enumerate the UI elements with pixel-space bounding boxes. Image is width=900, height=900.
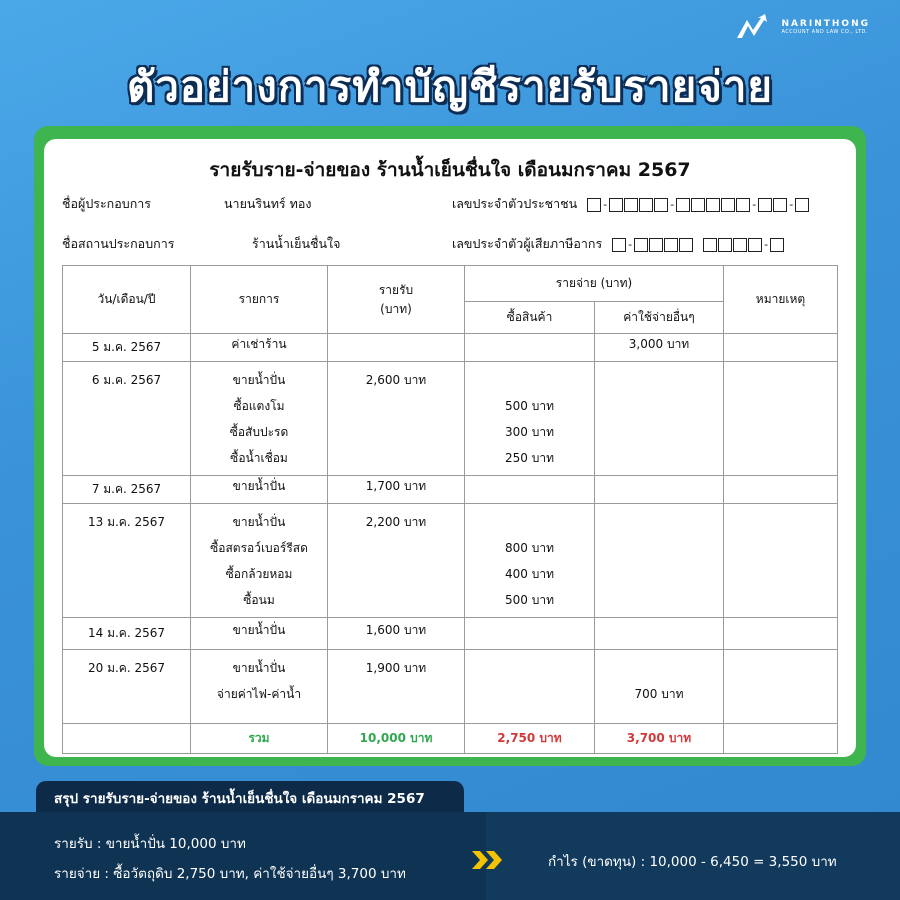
cell-line <box>599 539 719 565</box>
tax-id-boxes: - - <box>612 238 784 252</box>
cell-line: 1,600 บาท <box>365 622 427 637</box>
cell-line <box>332 423 460 449</box>
cell-line <box>599 513 719 539</box>
cell-item <box>191 504 328 618</box>
cell-goods <box>465 504 595 618</box>
cell-date: 5 ม.ค. 2567 <box>63 334 191 362</box>
header-goods: ซื้อสินค้า <box>465 302 595 334</box>
cell-line: ค่าเช่าร้าน <box>231 336 287 351</box>
cell-note <box>724 504 838 618</box>
total-label: รวม <box>191 724 328 754</box>
cell-income <box>328 334 465 362</box>
cell-line <box>469 477 590 503</box>
company-logo <box>735 14 870 40</box>
cell-line: ซื้อแตงโม <box>233 399 285 413</box>
total-other: 3,700 บาท <box>595 724 724 754</box>
citizen-id-boxes: - - - - <box>587 198 809 212</box>
header-date: วัน/เดือน/ปี <box>63 266 191 334</box>
cell-goods <box>465 476 595 504</box>
cell-date: 14 ม.ค. 2567 <box>63 618 191 650</box>
cell-line: 300 บาท <box>505 425 554 439</box>
cell-line <box>332 335 460 361</box>
cell-date: 20 ม.ค. 2567 <box>63 650 191 724</box>
cell-line: 800 บาท <box>505 541 554 555</box>
summary-left-panel <box>0 812 486 900</box>
cell-line <box>332 449 460 475</box>
cell-line <box>599 371 719 397</box>
cell-other <box>595 650 724 724</box>
table-row <box>63 334 838 362</box>
cell-line: ซื้อน้ำเชื่อม <box>230 451 288 465</box>
cell-other <box>595 334 724 362</box>
cell-item <box>191 650 328 724</box>
total-row <box>63 724 838 754</box>
logo-text: NARINTHONG ACCOUNT AND LAW CO., LTD. <box>781 18 870 36</box>
cell-income <box>328 650 465 724</box>
cell-note <box>724 650 838 724</box>
table-row <box>63 504 838 618</box>
cell-line <box>599 621 719 647</box>
cell-line: 1,900 บาท <box>365 661 427 675</box>
cell-other <box>595 618 724 650</box>
cell-line <box>599 397 719 423</box>
cell-other <box>595 362 724 476</box>
cell-line: 500 บาท <box>505 399 554 413</box>
cell-line <box>469 513 590 539</box>
tax-id-field <box>452 234 784 254</box>
cell-date: 7 ม.ค. 2567 <box>63 476 191 504</box>
table-row <box>63 362 838 476</box>
summary-expense: รายจ่าย : ซื้อวัตถุดิบ 2,750 บาท, ค่าใช้จ่ายอื่นๆ 3,700 บาท <box>54 866 406 882</box>
cell-line <box>469 659 590 685</box>
table-row <box>63 650 838 724</box>
table-row <box>63 618 838 650</box>
cell-income <box>328 476 465 504</box>
cell-line <box>469 621 590 647</box>
header-expense: รายจ่าย (บาท) <box>465 266 724 302</box>
cell-other <box>595 504 724 618</box>
cell-line <box>469 335 590 361</box>
cell-item <box>191 618 328 650</box>
summary-income: รายรับ : ขายน้ำปั่น 10,000 บาท <box>54 836 246 852</box>
total-income: 10,000 บาท <box>328 724 465 754</box>
cell-line <box>599 449 719 475</box>
tax-id-label: เลขประจำตัวผู้เสียภาษีอากร <box>452 236 603 251</box>
cell-line: 500 บาท <box>505 593 554 607</box>
operator-value: นายนรินทร์ ทอง <box>224 196 312 211</box>
cell-line: ขายน้ำปั่น <box>232 373 286 387</box>
cell-line: 250 บาท <box>505 451 554 465</box>
cell-line <box>599 659 719 685</box>
cell-line: ซื้อสับปะรด <box>229 425 289 439</box>
ledger-table <box>62 265 838 754</box>
cell-line: 700 บาท <box>634 687 684 701</box>
header-item: รายการ <box>191 266 328 334</box>
table-row <box>63 476 838 504</box>
cell-other <box>595 476 724 504</box>
header-note: หมายเหตุ <box>724 266 838 334</box>
cell-line <box>332 591 460 617</box>
summary-panel <box>0 812 900 900</box>
cell-income <box>328 618 465 650</box>
header-income: รายรับ (บาท) <box>328 266 465 334</box>
cell-line: 2,600 บาท <box>365 373 427 387</box>
cell-line: ขายน้ำปั่น <box>232 661 286 675</box>
cell-line <box>332 397 460 423</box>
double-chevron-right-icon <box>470 849 506 871</box>
total-goods: 2,750 บาท <box>465 724 595 754</box>
cell-line <box>469 685 590 711</box>
cell-income <box>328 504 465 618</box>
cell-note <box>724 476 838 504</box>
cell-line: ขายน้ำปั่น <box>232 515 286 529</box>
cell-line <box>599 477 719 503</box>
cell-date: 13 ม.ค. 2567 <box>63 504 191 618</box>
cell-line: จ่ายค่าไฟ-ค่าน้ำ <box>216 687 302 701</box>
cell-line <box>599 423 719 449</box>
citizen-id-field <box>452 194 809 214</box>
cell-goods <box>465 650 595 724</box>
sheet-title: รายรับราย-จ่ายของ ร้านน้ำเย็นชื่นใจ เดือนมกราคม 2567 <box>209 159 691 181</box>
cell-line: ซื้อนม <box>243 593 275 607</box>
cell-line: 1,700 บาท <box>365 478 427 493</box>
summary-title: สรุป รายรับราย-จ่ายของ ร้านน้ำเย็นชื่นใจ เดือนมกราคม 2567 <box>36 781 464 817</box>
cell-line <box>332 539 460 565</box>
cell-line: 3,000 บาท <box>628 336 690 351</box>
cell-item <box>191 362 328 476</box>
citizen-id-label: เลขประจำตัวประชาชน <box>452 196 578 211</box>
summary-profit: กำไร (ขาดทุน) : 10,000 - 6,450 = 3,550 บาท <box>548 854 837 870</box>
operator-label: ชื่อผู้ประกอบการ <box>62 196 151 211</box>
cell-goods <box>465 618 595 650</box>
cell-line: ซื้อกล้วยหอม <box>225 567 293 581</box>
cell-line <box>469 371 590 397</box>
place-value: ร้านน้ำเย็นชื่นใจ <box>252 236 341 251</box>
cell-note <box>724 362 838 476</box>
cell-line: ขายน้ำปั่น <box>232 478 286 493</box>
cell-line: ขายน้ำปั่น <box>232 622 286 637</box>
cell-item <box>191 476 328 504</box>
cell-line <box>332 565 460 591</box>
cell-note <box>724 334 838 362</box>
cell-goods <box>465 334 595 362</box>
place-label: ชื่อสถานประกอบการ <box>62 236 175 251</box>
cell-line <box>599 591 719 617</box>
cell-line <box>332 685 460 711</box>
cell-line: 400 บาท <box>505 567 554 581</box>
ledger-sheet <box>44 139 856 757</box>
cell-date: 6 ม.ค. 2567 <box>63 362 191 476</box>
cell-income <box>328 362 465 476</box>
cell-item <box>191 334 328 362</box>
cell-line: 2,200 บาท <box>365 515 427 529</box>
logo-arrow-icon <box>735 14 773 40</box>
cell-note <box>724 618 838 650</box>
cell-line <box>599 565 719 591</box>
cell-goods <box>465 362 595 476</box>
main-title: ตัวอย่างการทำบัญชีรายรับรายจ่าย <box>126 62 774 111</box>
header-other: ค่าใช้จ่ายอื่นๆ <box>595 302 724 334</box>
cell-line: ซื้อสตรอว์เบอร์รีสด <box>210 541 308 555</box>
